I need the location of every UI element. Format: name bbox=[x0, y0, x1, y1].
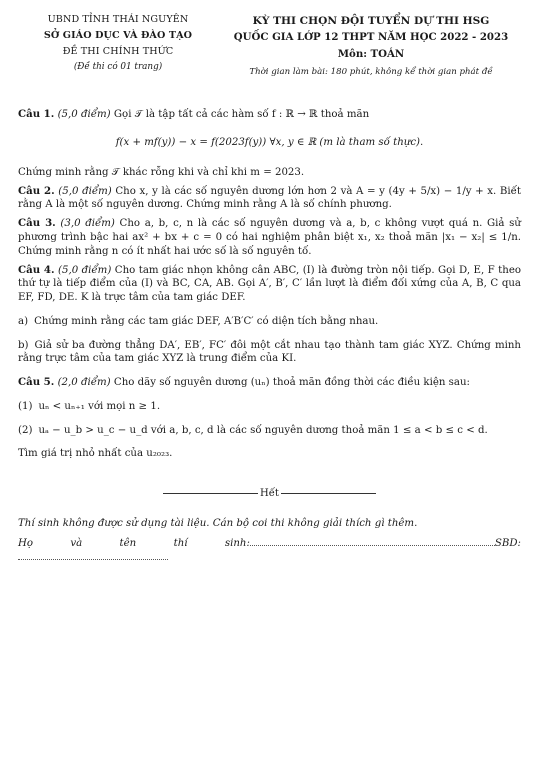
end-label: Hết bbox=[260, 488, 279, 500]
department-name: SỞ GIÁO DỤC VÀ ĐÀO TẠO bbox=[43, 29, 193, 41]
condition-2-label: (2) bbox=[18, 424, 33, 436]
question-3 bbox=[18, 217, 521, 258]
sbd-label: SBD: bbox=[494, 538, 521, 550]
question-2 bbox=[18, 185, 521, 213]
question-3-points: (3,0 điểm) bbox=[60, 218, 115, 230]
candidate-info-line bbox=[18, 537, 521, 565]
question-4-title: Câu 4. bbox=[18, 263, 55, 276]
question-4b bbox=[18, 339, 521, 367]
question-2-title: Câu 2. bbox=[18, 184, 55, 197]
exam-subtitle: QUỐC GIA LỚP 12 THPT NĂM HỌC 2022 - 2023 bbox=[233, 31, 509, 44]
question-4-points: (5,0 điểm) bbox=[58, 264, 112, 276]
sbd-field[interactable] bbox=[18, 559, 168, 560]
exam-content bbox=[18, 108, 521, 565]
question-4b-label: b) bbox=[18, 339, 29, 351]
time-limit: Thời gian làm bài: 180 phút, không kể thời gian phát đề bbox=[249, 66, 493, 77]
question-4-text: Cho tam giác nhọn không cân ABC, (I) là đường tròn nội tiếp. Gọi D, E, F theo thứ tự là tiếp điểm của (I) và BC, CA, AB. Gọi A′, B′, C′ lần lượt là điểm đối xứng của A, B, C qua EF, FD, DE. K là trực tâm của tam giác DEF. bbox=[18, 264, 521, 304]
condition-1-text: uₙ < uₙ₊₁ với mọi n ≥ 1. bbox=[38, 400, 161, 412]
question-1-conclusion: Chứng minh rằng 𝒯 khác rỗng khi và chỉ khi m = 2023. bbox=[18, 166, 305, 178]
exam-footer bbox=[18, 517, 521, 565]
exam-header bbox=[18, 0, 521, 78]
header-right bbox=[221, 14, 521, 78]
divider-line-left bbox=[163, 493, 258, 494]
question-1 bbox=[18, 108, 521, 122]
question-5-condition-1 bbox=[18, 400, 521, 414]
exam-title: KỲ THI CHỌN ĐỘI TUYỂN DỰ THI HSG bbox=[252, 15, 490, 27]
question-1-title: Câu 1. bbox=[18, 108, 55, 121]
question-4a-label: a) bbox=[18, 315, 29, 327]
question-1-points: (5,0 điểm) bbox=[57, 109, 111, 121]
official-exam-label: ĐỀ THI CHÍNH THỨC bbox=[62, 45, 174, 57]
footer-note: Thí sinh không được sử dụng tài liệu. Cán bộ coi thi không giải thích gì thêm. bbox=[18, 517, 418, 529]
question-5-title: Câu 5. bbox=[18, 376, 55, 389]
question-5-text: Cho dãy số nguyên dương (uₙ) thoả mãn đồng thời các điều kiện sau: bbox=[113, 377, 470, 389]
condition-1-label: (1) bbox=[18, 400, 33, 412]
candidate-name-label: Họ và tên thí sinh: bbox=[18, 538, 250, 550]
question-3-title: Câu 3. bbox=[18, 217, 56, 230]
question-1-text: Gọi 𝒯 là tập tất cả các hàm số f : ℝ → ℝ thoả mãn bbox=[113, 109, 370, 121]
question-5-ask: Tìm giá trị nhỏ nhất của u₂₀₂₃. bbox=[18, 448, 173, 460]
end-divider bbox=[18, 487, 521, 501]
header-left bbox=[18, 14, 218, 78]
question-4 bbox=[18, 264, 521, 305]
divider-line-right bbox=[281, 493, 376, 494]
question-1-equation: f(x + mf(y)) − x = f(2023f(y)) ∀x, y ∈ ℝ (m là tham số thực). bbox=[115, 137, 424, 149]
question-4a-text: Chứng minh rằng các tam giác DEF, A′B′C′ có diện tích bằng nhau. bbox=[34, 315, 379, 327]
condition-2-text: uₐ − u_b > u_c − u_d với a, b, c, d là các số nguyên dương thoả mãn 1 ≤ a < b ≤ c < d. bbox=[38, 424, 488, 436]
page-count-note: (Đề thi có 01 trang) bbox=[73, 61, 163, 72]
question-2-points: (5,0 điểm) bbox=[58, 185, 112, 197]
question-5 bbox=[18, 376, 521, 390]
question-5-points: (2,0 điểm) bbox=[57, 377, 111, 389]
province-name: UBND TỈNH THÁI NGUYÊN bbox=[47, 14, 189, 25]
question-5-condition-2 bbox=[18, 424, 521, 438]
question-2-text: Cho x, y là các số nguyên dương lớn hơn 2 và A = y (4y + 5/x) − 1/y + x. Biết rằng A là một số nguyên dương. Chứng minh rằng A là số chính phương. bbox=[18, 185, 521, 211]
question-3-text: Cho a, b, c, n là các số nguyên dương và a, b, c không vượt quá n. Giả sử phương trình bậc hai ax² + bx + c = 0 có hai nghiệm phân biệt x₁, x₂ thoả mãn |x₁ − x₂| ≤ 1/n. Chứng minh rằng n có ít nhất hai ước số là số nguyên tố. bbox=[18, 218, 521, 257]
candidate-name-field[interactable] bbox=[250, 545, 495, 546]
subject-label: Môn: TOÁN bbox=[337, 48, 405, 61]
question-4a bbox=[18, 315, 521, 329]
question-4b-text: Giả sử ba đường thẳng DA′, EB′, FC′ đôi một cắt nhau tạo thành tam giác XYZ. Chứng minh rằng trực tâm của tam giác XYZ là trung điểm của KI. bbox=[18, 339, 521, 365]
